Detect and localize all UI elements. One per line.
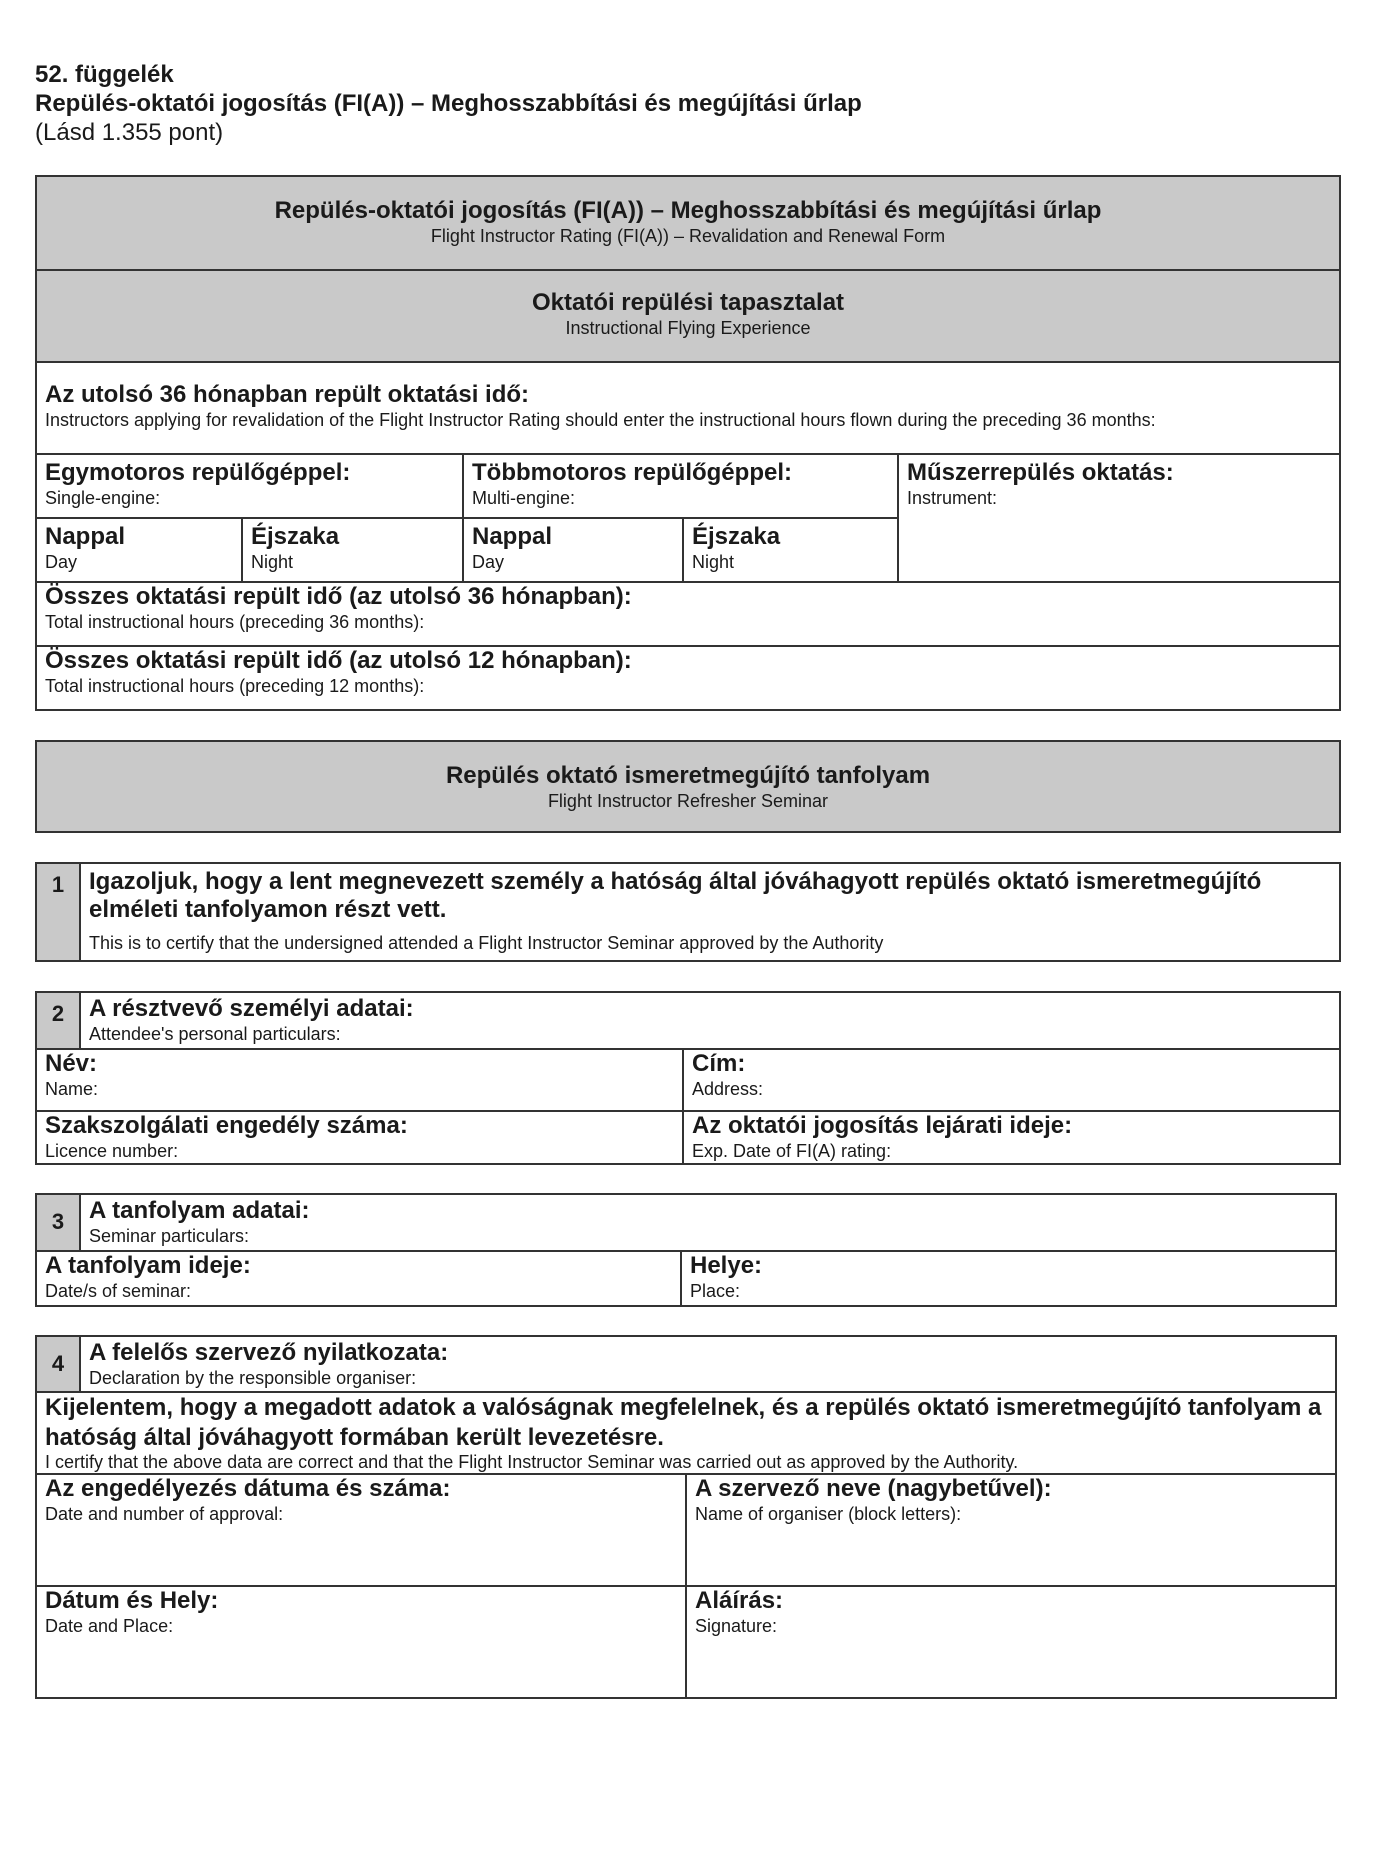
seminar-place-en: Place: [690,1281,741,1301]
section-4-heading [81,1337,1335,1389]
last36-hu: Az utolsó 36 hónapban repült oktatási idő: [45,381,530,408]
section-3-hu: A tanfolyam adatai: [89,1197,310,1224]
declaration-en: I certify that the above data are correct and that the Flight Instructor Seminar was carried out as approved by the Authority. [45,1452,1019,1472]
appendix-reference: (Lásd 1.355 pont) [35,119,224,146]
name-hu: Név: [45,1050,98,1077]
seminar-dates-field[interactable] [37,1250,680,1307]
date-place-field[interactable] [37,1585,685,1697]
section-2-en: Attendee's personal particulars: [89,1024,341,1044]
section-3-heading [81,1195,1335,1247]
section-4-number: 4 [37,1337,81,1391]
organiser-field[interactable] [687,1473,1335,1585]
multi-engine-en: Multi-engine: [472,488,576,508]
form-title-hu: Repülés-oktatói jogosítás (FI(A)) – Meghosszabbítási és megújítási űrlap [274,197,1102,224]
section-4 [35,1335,1337,1699]
total12-hu: Összes oktatási repült idő (az utolsó 12 hónapban): [45,647,632,674]
multi-night-hu: Éjszaka [692,523,781,550]
expiry-hu: Az oktatói jogosítás lejárati ideje: [692,1112,1073,1139]
section-1-text [81,864,1339,954]
seminar-place-field[interactable] [682,1250,1335,1307]
licence-field[interactable] [37,1110,682,1165]
signature-en: Signature: [695,1616,778,1636]
single-engine-hu: Egymotoros repülőgéppel: [45,459,351,486]
total12-en: Total instructional hours (preceding 12 months): [45,676,425,696]
address-hu: Cím: [692,1050,746,1077]
instrument-en: Instrument: [907,488,998,508]
single-day-hu: Nappal [45,523,126,550]
seminar-title-band [35,740,1341,833]
last36-label [37,375,1339,431]
date-place-hu: Dátum és Hely: [45,1587,219,1614]
single-day-field[interactable] [37,517,241,581]
multi-engine-hu: Többmotoros repülőgéppel: [472,459,792,486]
section-2-heading [81,993,1339,1045]
last36-en: Instructors applying for revalidation of the Flight Instructor Rating should enter the instructional hours flown during the preceding 36 months: [45,410,1156,430]
section-3-number: 3 [37,1195,81,1250]
expiry-field[interactable] [684,1110,1339,1165]
licence-hu: Szakszolgálati engedély száma: [45,1112,408,1139]
signature-hu: Aláírás: [695,1587,784,1614]
section-1-en: This is to certify that the undersigned attended a Flight Instructor Seminar approved by the Authority [89,933,884,953]
instrument-hu: Műszerrepülés oktatás: [907,459,1174,486]
section-1-number: 1 [37,864,81,960]
section-2-hu: A résztvevő személyi adatai: [89,995,414,1022]
approval-field[interactable] [37,1473,685,1585]
seminar-dates-en: Date/s of seminar: [45,1281,192,1301]
single-night-hu: Éjszaka [251,523,340,550]
multi-night-field[interactable] [684,517,897,581]
total36-en: Total instructional hours (preceding 36 months): [45,612,425,632]
section-2 [35,991,1341,1165]
approval-hu: Az engedélyezés dátuma és száma: [45,1475,451,1502]
single-night-field[interactable] [243,517,462,581]
section-3-en: Seminar particulars: [89,1226,250,1246]
expiry-en: Exp. Date of FI(A) rating: [692,1141,892,1161]
multi-day-hu: Nappal [472,523,553,550]
multi-night-en: Night [692,552,735,572]
date-place-en: Date and Place: [45,1616,174,1636]
name-en: Name: [45,1079,99,1099]
section-1-hu: Igazoljuk, hogy a lent megnevezett személy a hatóság által jóváhagyott repülés oktató ismeretmegújító elméleti tanfolyamon részt vett. [89,868,1262,923]
declaration-text [37,1391,1335,1473]
section-1 [35,862,1341,962]
single-engine-en: Single-engine: [45,488,161,508]
multi-day-field[interactable] [464,517,682,581]
experience-title-hu: Oktatói repülési tapasztalat [531,289,845,316]
licence-en: Licence number: [45,1141,179,1161]
single-day-en: Day [45,552,78,572]
seminar-dates-hu: A tanfolyam ideje: [45,1252,251,1279]
seminar-title-hu: Repülés oktató ismeretmegújító tanfolyam [445,762,931,789]
address-en: Address: [692,1079,764,1099]
declaration-hu: Kijelentem, hogy a megadott adatok a valóságnak megfelelnek, és a repülés oktató ismeretmegújító tanfolyam a hatóság által jóváhagyott formában került levezetésre. [45,1394,1322,1451]
organiser-en: Name of organiser (block letters): [695,1504,962,1524]
seminar-place-hu: Helye: [690,1252,763,1279]
total36-hu: Összes oktatási repült idő (az utolsó 36 hónapban): [45,583,632,610]
page-header [35,60,1335,147]
single-night-en: Night [251,552,294,572]
form-title-band [37,177,1339,269]
approval-en: Date and number of approval: [45,1504,284,1524]
signature-field[interactable] [687,1585,1335,1697]
organiser-hu: A szervező neve (nagybetűvel): [695,1475,1052,1502]
experience-title-en: Instructional Flying Experience [565,318,811,338]
form-title-en: Flight Instructor Rating (FI(A)) – Revalidation and Renewal Form [430,226,946,246]
seminar-title-en: Flight Instructor Refresher Seminar [547,791,829,811]
appendix-number: 52. függelék [35,61,174,88]
appendix-title: Repülés-oktatói jogosítás (FI(A)) – Meghosszabbítási és megújítási űrlap [35,90,862,117]
total12-field[interactable] [37,645,1339,709]
experience-form-block [35,175,1341,711]
experience-title-band [37,271,1339,361]
single-engine-field[interactable] [37,453,462,517]
address-field[interactable] [684,1048,1339,1110]
section-2-number: 2 [37,993,81,1048]
multi-engine-field[interactable] [464,453,897,517]
instrument-field[interactable] [899,453,1339,581]
section-4-hu: A felelős szervező nyilatkozata: [89,1339,449,1366]
multi-day-en: Day [472,552,505,572]
section-4-en: Declaration by the responsible organiser: [89,1368,417,1388]
name-field[interactable] [37,1048,682,1110]
total36-field[interactable] [37,581,1339,645]
section-3 [35,1193,1337,1307]
